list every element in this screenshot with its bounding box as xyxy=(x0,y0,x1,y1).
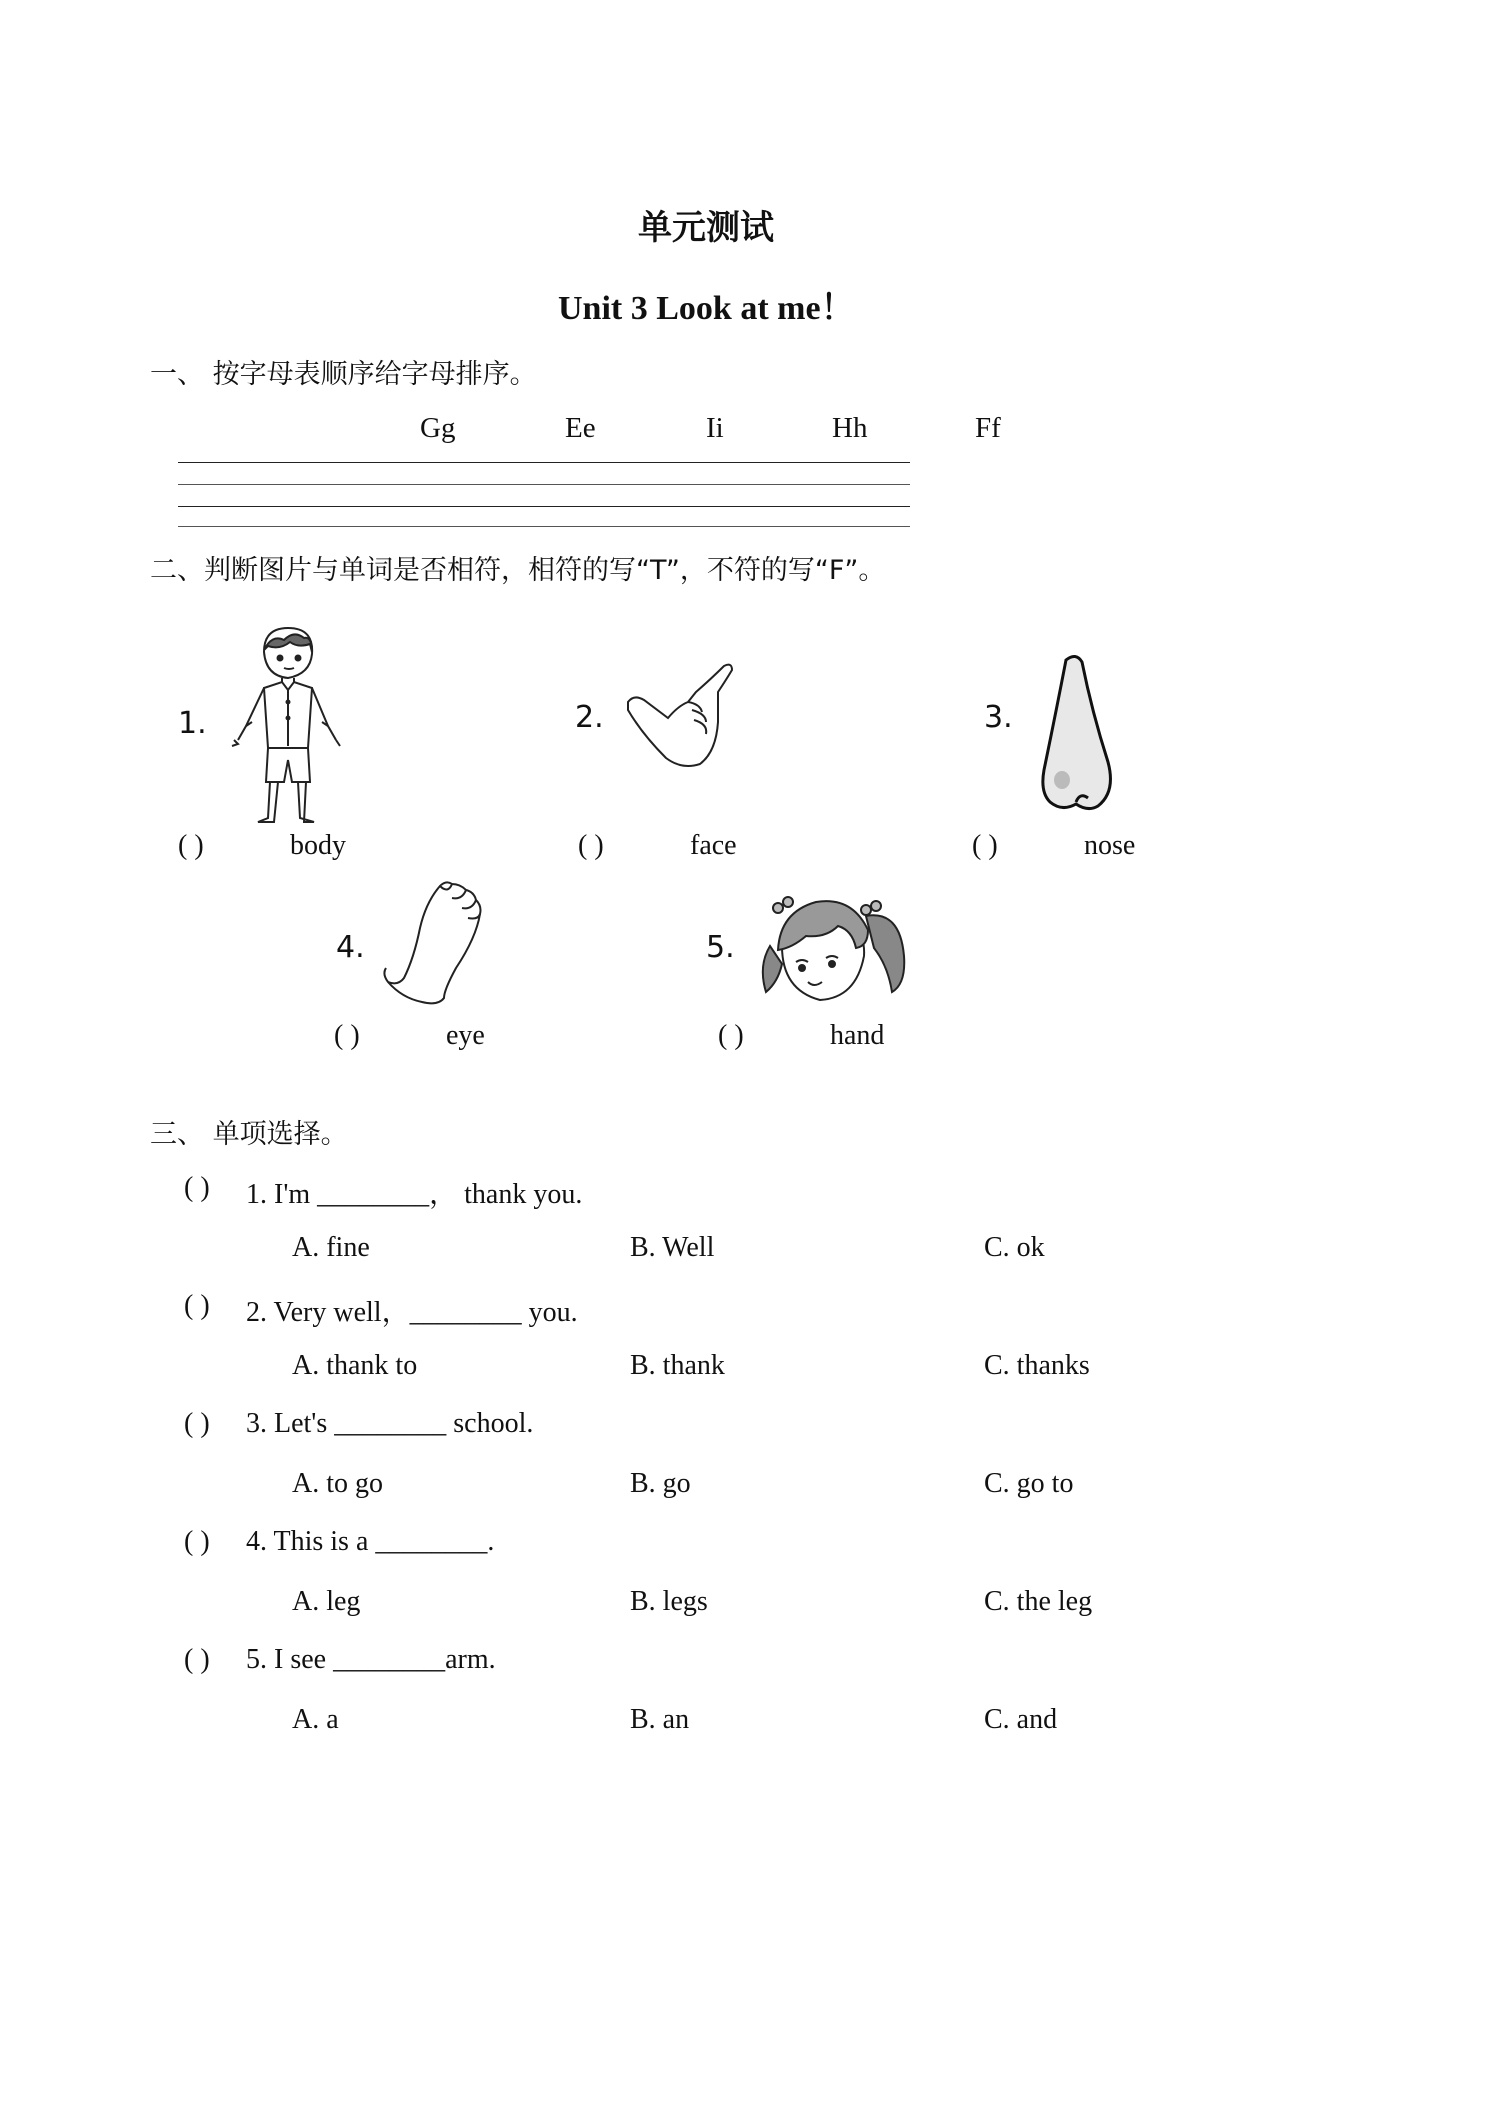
letter-gg: Gg xyxy=(420,412,456,444)
item1-word: body xyxy=(290,830,346,861)
item3-number: 3. xyxy=(984,700,1013,735)
q5-answer-paren[interactable]: ( ) xyxy=(184,1644,210,1675)
q5-option-b[interactable]: B. an xyxy=(630,1704,690,1735)
item4-word: eye xyxy=(446,1020,485,1051)
foot-icon xyxy=(382,878,486,1008)
item5-number: 5. xyxy=(706,930,735,965)
q2-option-c[interactable]: C. thanks xyxy=(984,1350,1090,1381)
q3-option-c[interactable]: C. go to xyxy=(984,1468,1074,1499)
item3-answer-paren[interactable]: ( ) xyxy=(972,830,998,861)
page-title-en: Unit 3 Look at me！ xyxy=(558,290,855,327)
q5-option-a[interactable]: A. a xyxy=(292,1704,339,1735)
q4-text: 4. This is a ________. xyxy=(246,1526,495,1557)
section1-heading: 一、 按字母表顺序给字母排序。 xyxy=(150,359,537,390)
q2-option-b[interactable]: B. thank xyxy=(630,1350,725,1381)
q4-option-c[interactable]: C. the leg xyxy=(984,1586,1093,1617)
item4-number: 4. xyxy=(336,930,365,965)
q1-text: 1. I'm ________， thank you. xyxy=(246,1179,583,1210)
item1-number: 1. xyxy=(178,706,207,741)
letter-hh: Hh xyxy=(832,412,868,444)
q3-option-b[interactable]: B. go xyxy=(630,1468,691,1499)
q4-option-a[interactable]: A. leg xyxy=(292,1586,361,1617)
q3-answer-paren[interactable]: ( ) xyxy=(184,1408,210,1439)
item2-word: face xyxy=(690,830,737,861)
q4-answer-paren[interactable]: ( ) xyxy=(184,1526,210,1557)
letter-ii: Ii xyxy=(706,412,724,444)
item5-word: hand xyxy=(830,1020,885,1051)
q1-option-a[interactable]: A. fine xyxy=(292,1232,370,1263)
q4-option-b[interactable]: B. legs xyxy=(630,1586,708,1617)
item1-answer-paren[interactable]: ( ) xyxy=(178,830,204,861)
section3-heading: 三、 单项选择。 xyxy=(150,1119,348,1150)
item2-number: 2. xyxy=(575,700,604,735)
writing-line-4 xyxy=(178,526,910,527)
q3-text: 3. Let's ________ school. xyxy=(246,1408,534,1439)
girl-face-icon xyxy=(756,886,906,1006)
nose-icon xyxy=(1036,652,1116,814)
q2-option-a[interactable]: A. thank to xyxy=(292,1350,418,1381)
q5-option-c[interactable]: C. and xyxy=(984,1704,1058,1735)
q1-option-c[interactable]: C. ok xyxy=(984,1232,1045,1263)
page-title-cn: 单元测试 xyxy=(638,208,774,248)
q1-option-b[interactable]: B. Well xyxy=(630,1232,715,1263)
boy-body-icon xyxy=(224,622,348,824)
writing-line-3[interactable] xyxy=(178,506,910,507)
letter-ee: Ee xyxy=(565,412,596,444)
writing-line-2 xyxy=(178,484,910,485)
section2-heading: 二、判断图片与单词是否相符，相符的写“T”，不符的写“F”。 xyxy=(150,555,886,586)
item3-word: nose xyxy=(1084,830,1136,861)
q2-answer-paren[interactable]: ( ) xyxy=(184,1290,210,1321)
writing-line-1[interactable] xyxy=(178,462,910,463)
q5-text: 5. I see ________arm. xyxy=(246,1644,496,1675)
q1-answer-paren[interactable]: ( ) xyxy=(184,1172,210,1203)
q2-text: 2. Very well，________ you. xyxy=(246,1297,578,1328)
item4-answer-paren[interactable]: ( ) xyxy=(334,1020,360,1051)
item5-answer-paren[interactable]: ( ) xyxy=(718,1020,744,1051)
letter-ff: Ff xyxy=(975,412,1001,444)
hand-icon xyxy=(622,662,746,770)
q3-option-a[interactable]: A. to go xyxy=(292,1468,383,1499)
item2-answer-paren[interactable]: ( ) xyxy=(578,830,604,861)
